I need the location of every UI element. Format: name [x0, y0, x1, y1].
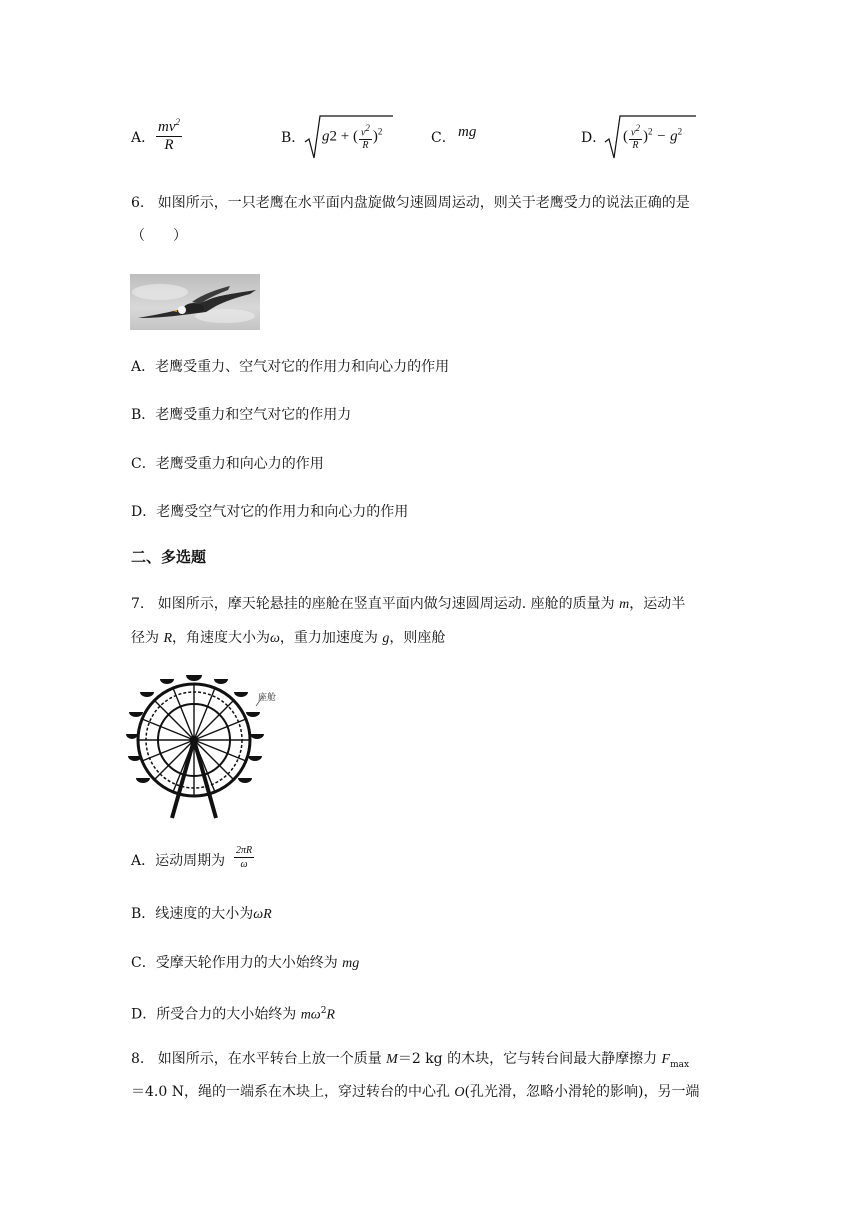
q6-option-d	[131, 502, 408, 522]
q5-option-a-formula	[156, 117, 182, 154]
option-text: 老鹰受重力、空气对它的作用力和向心力的作用	[155, 359, 450, 375]
option-label: C．	[131, 955, 156, 971]
v-symbol: v	[360, 127, 366, 139]
q7-stem-line2	[131, 628, 445, 649]
option-label: B．	[131, 407, 156, 423]
math-symbol: F	[661, 1052, 671, 1067]
q5-option-c	[431, 128, 456, 148]
math-expression: mω	[300, 1007, 321, 1023]
q7-option-a	[131, 851, 225, 871]
option-text: 受摩天轮作用力的大小始终为	[155, 955, 343, 971]
question-number: 8.	[131, 1051, 145, 1067]
question-number: 6.	[131, 195, 145, 211]
plus-paren: 2 + (	[329, 128, 358, 145]
option-text: 线速度的大小为	[155, 906, 254, 922]
option-text: 老鹰受重力和向心力的作用	[155, 456, 324, 472]
q6-stem	[131, 193, 690, 213]
numerator: mv	[158, 119, 176, 135]
superscript: 2	[377, 126, 383, 137]
math-symbol: O	[454, 1085, 465, 1100]
option-label: D．	[131, 1006, 157, 1023]
question-text: 径为	[131, 630, 164, 646]
close-paren: )	[372, 128, 378, 145]
math-symbol: ω	[270, 631, 280, 646]
denominator: R	[362, 140, 369, 152]
eagle-image-icon	[130, 274, 260, 330]
math-symbol: R	[163, 631, 173, 646]
option-label: D．	[581, 130, 607, 146]
q7-option-c	[131, 953, 359, 974]
question-text: (孔光滑，忽略小滑轮的影响)，另一端	[464, 1084, 700, 1100]
q7-option-d	[131, 1001, 335, 1026]
superscript: 2	[677, 126, 683, 137]
denominator: ω	[240, 859, 248, 870]
question-text: ，重力加速度为	[279, 630, 383, 646]
v-symbol: v	[631, 127, 636, 139]
eagle-photo	[130, 274, 260, 330]
option-text: 运动周期为	[155, 853, 226, 869]
option-label: A．	[131, 130, 156, 146]
q7-option-a-fraction	[234, 844, 254, 871]
q7-stem-line1	[131, 594, 685, 615]
option-label: A．	[131, 853, 156, 869]
math-expression: ωR	[253, 907, 272, 922]
section-heading: 二、多选题	[131, 548, 207, 566]
question-text: ，运动半	[629, 596, 686, 612]
q8-stem-line1	[131, 1049, 689, 1075]
denominator: R	[164, 137, 174, 153]
option-text: 所受合力的大小始终为	[156, 1006, 301, 1023]
minus-g: − g	[652, 128, 678, 145]
math-expression: R	[326, 1007, 335, 1023]
q6-option-c	[131, 454, 324, 474]
q5-option-a	[131, 128, 155, 148]
question-text: 如图所示，摩天轮悬挂的座舱在竖直平面内做匀速圆周运动. 座舱的质量为	[157, 596, 620, 612]
superscript: 2	[635, 123, 640, 133]
math-symbol: M	[386, 1052, 398, 1067]
question-text: ＝2 kg 的木块，它与转台间最大静摩擦力	[397, 1051, 662, 1067]
option-label: B．	[281, 130, 306, 146]
figure-label-cabin: 座舱	[258, 693, 277, 703]
superscript: 2	[647, 126, 653, 137]
q8-stem-line2	[131, 1082, 699, 1103]
option-label: C．	[431, 130, 456, 146]
q6-answer-blank: （ ）	[131, 228, 187, 244]
question-text: ，则座舱	[389, 630, 446, 646]
math-expression: mg	[342, 956, 360, 971]
close-paren: )	[642, 128, 648, 145]
q5-option-c-formula: mg	[458, 124, 477, 140]
ferris-wheel-figure	[126, 666, 286, 824]
open-paren: (	[623, 128, 628, 145]
superscript: 2	[175, 117, 180, 127]
question-text: ＝4.0 N，绳的一端系在木块上，穿过转台的中心孔	[131, 1084, 455, 1100]
option-label: C．	[131, 456, 156, 472]
q5-option-b-formula	[303, 112, 395, 162]
subscript: max	[670, 1059, 690, 1070]
option-label: A．	[131, 359, 156, 375]
option-label: B．	[131, 906, 156, 922]
option-label: D．	[131, 504, 157, 520]
superscript: 2	[320, 1006, 327, 1016]
denominator: R	[632, 140, 639, 152]
q7-option-b	[131, 904, 272, 925]
q6-option-b	[131, 405, 351, 425]
question-number: 7.	[131, 596, 145, 612]
numerator: 2πR	[236, 845, 253, 856]
question-text: 如图所示，在水平转台上放一个质量	[157, 1051, 387, 1067]
q5-option-d-formula	[603, 112, 698, 162]
q6-option-a	[131, 357, 449, 377]
question-text: 如图所示，一只老鹰在水平面内盘旋做匀速圆周运动，则关于老鹰受力的说法正确的是	[157, 195, 690, 211]
superscript: 2	[365, 123, 370, 133]
math-symbol: m	[619, 597, 630, 612]
math-symbol: g	[382, 631, 390, 646]
question-text: ，角速度大小为	[172, 630, 271, 646]
g-symbol: g	[322, 128, 330, 145]
q5-option-b	[281, 128, 305, 148]
option-text: 老鹰受空气对它的作用力和向心力的作用	[156, 504, 409, 520]
option-text: 老鹰受重力和空气对它的作用力	[155, 407, 352, 423]
